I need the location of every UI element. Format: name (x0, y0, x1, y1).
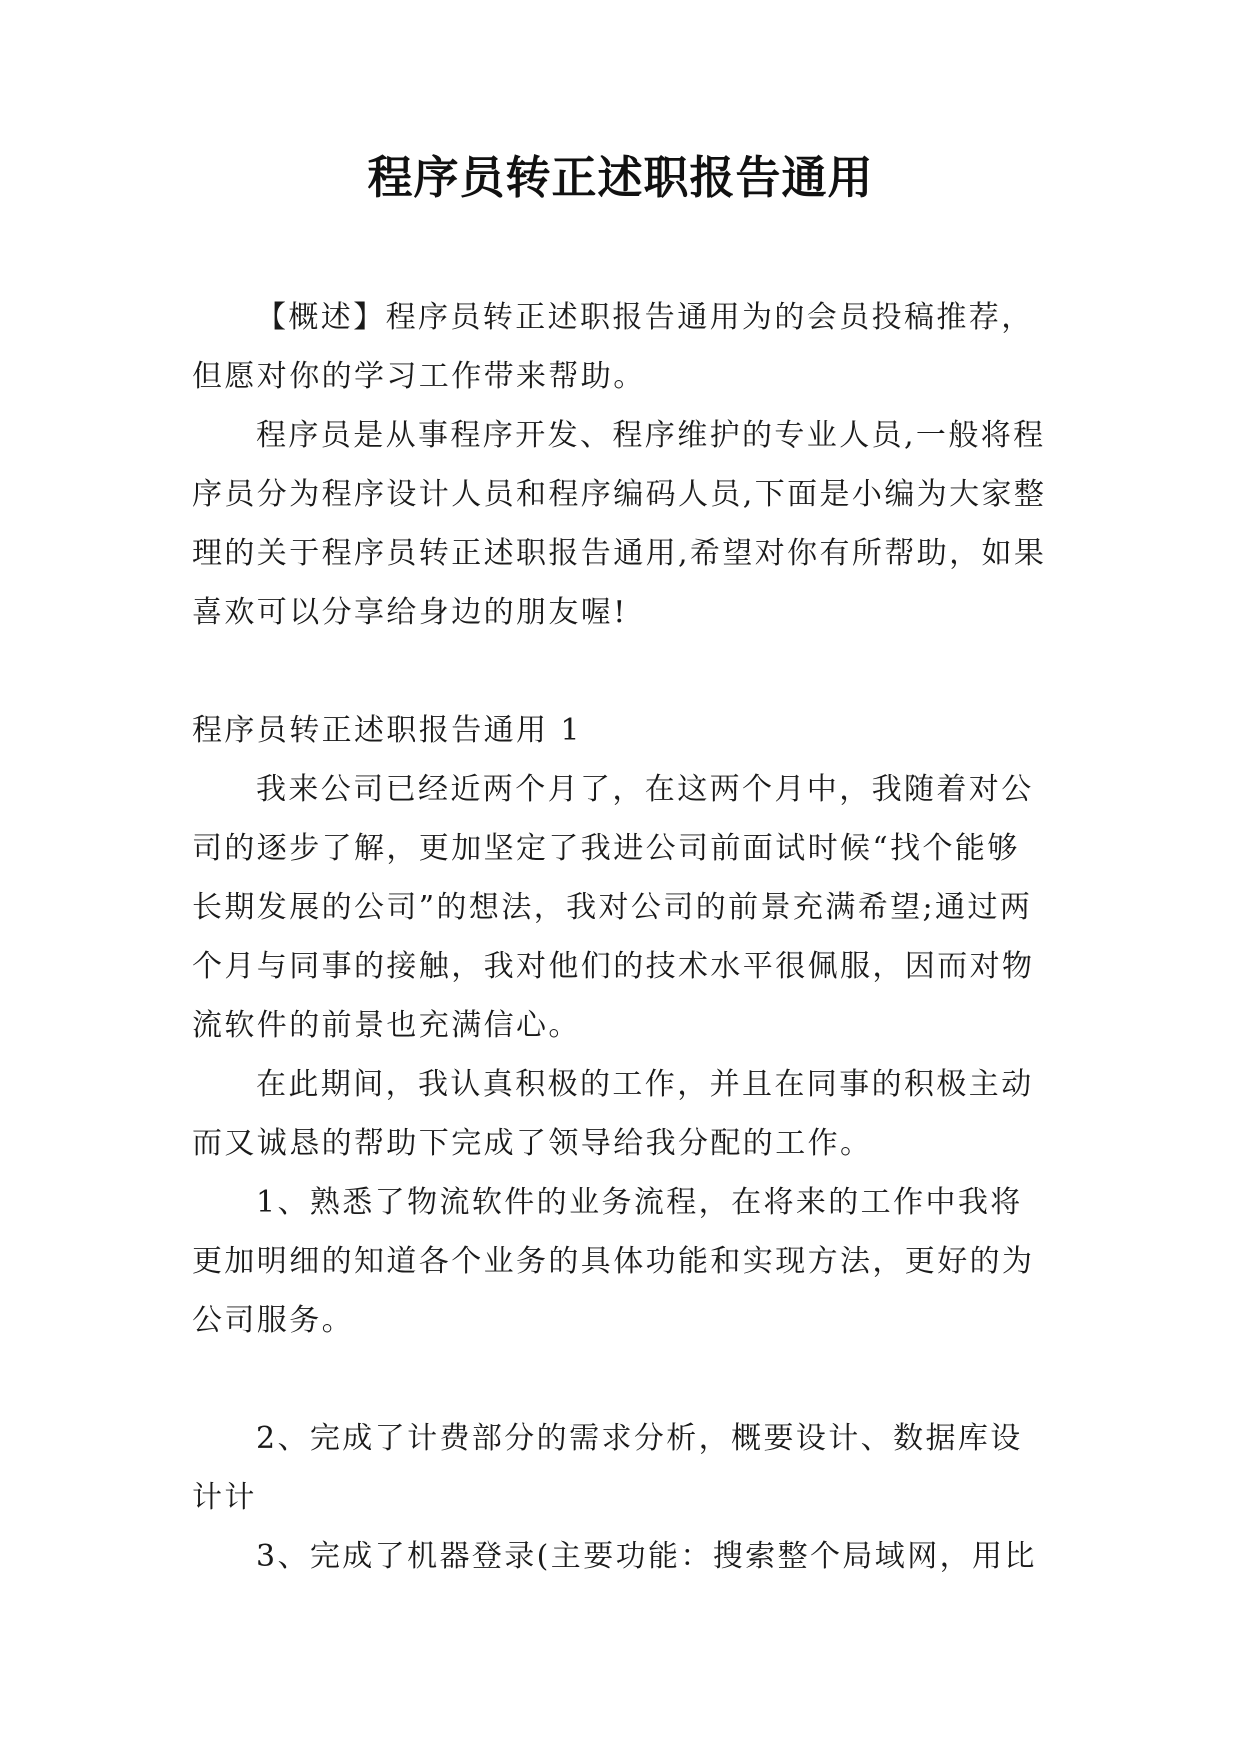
list-item-3: 3、完成了机器登录(主要功能：搜索整个局域网，用比 (256, 1539, 1037, 1574)
section-heading: 程序员转正述职报告通用 1 (192, 713, 582, 748)
summary-paragraph: 【概述】程序员转正述职报告通用为的会员投稿推荐，但愿对你的学习工作带来帮助。 (192, 300, 1034, 394)
document-body (192, 288, 1050, 1586)
body-paragraph: 我来公司已经近两个月了，在这两个月中，我随着对公司的逐步了解，更加坚定了我进公司前面试时候“找个能够长期发展的公司”的想法，我对公司的前景充满希望;通过两个月与同事的接触，我对他们的技术水平很佩服，因而对物流软件的前景也充满信心。 (192, 772, 1035, 1043)
body-paragraph: 在此期间，我认真积极的工作，并且在同事的积极主动而又诚恳的帮助下完成了领导给我分配的工作。 (192, 1067, 1034, 1161)
list-item-2: 2、完成了计费部分的需求分析，概要设计、数据库设计计 (192, 1421, 1023, 1515)
list-item-1: 1、熟悉了物流软件的业务流程，在将来的工作中我将更加明细的知道各个业务的具体功能和实现方法，更好的为公司服务。 (192, 1185, 1035, 1338)
intro-paragraph: 程序员是从事程序开发、程序维护的专业人员,一般将程序员分为程序设计人员和程序编码人员,下面是小编为大家整理的关于程序员转正述职报告通用,希望对你有所帮助，如果喜欢可以分享给身边的朋友喔! (192, 418, 1047, 630)
document-title: 程序员转正述职报告通用 (367, 151, 874, 204)
